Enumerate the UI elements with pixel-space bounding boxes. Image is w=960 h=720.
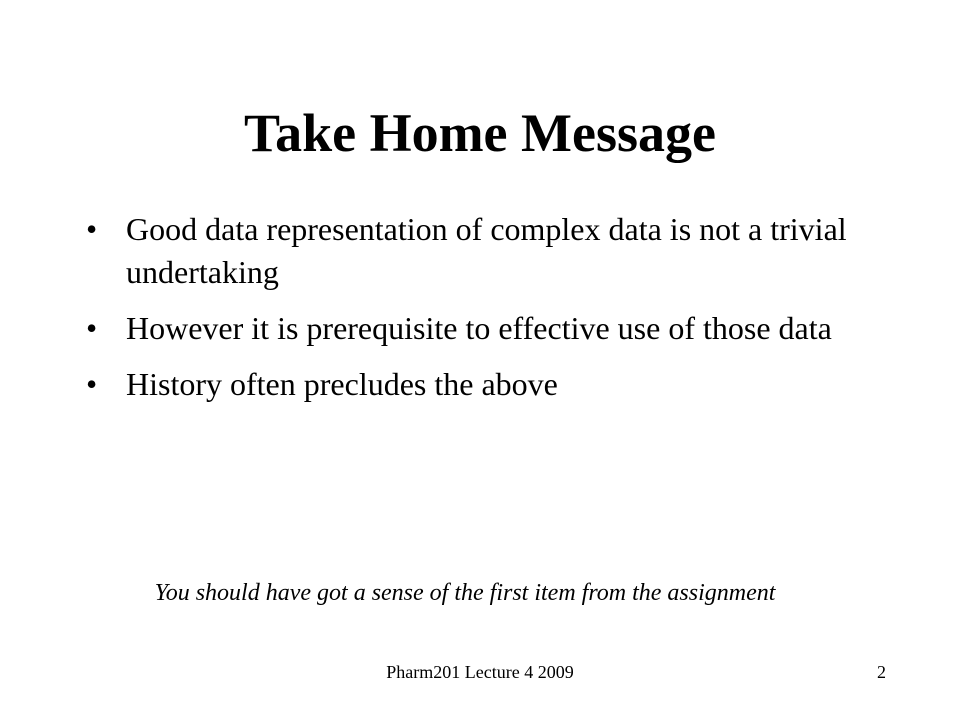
slide-title: Take Home Message [244,103,716,164]
bullet-item-2 [86,307,886,350]
assignment-note: You should have got a sense of the first item from the assignment [154,580,776,606]
slide-footer: Pharm201 Lecture 4 2009 [386,662,574,682]
bullet-item-1 [86,208,886,294]
bullet-text: However it is prerequisite to effective use of those data [126,310,832,346]
bullet-list [86,208,886,419]
bullet-text: History often precludes the above [126,366,558,402]
bullet-marker: • [86,211,98,247]
bullet-text: Good data representation of complex data is not a trivial undertaking [126,211,847,290]
page-number: 2 [877,662,886,682]
bullet-marker: • [86,310,98,346]
bullet-marker: • [86,366,98,402]
bullet-item-3 [86,363,886,406]
